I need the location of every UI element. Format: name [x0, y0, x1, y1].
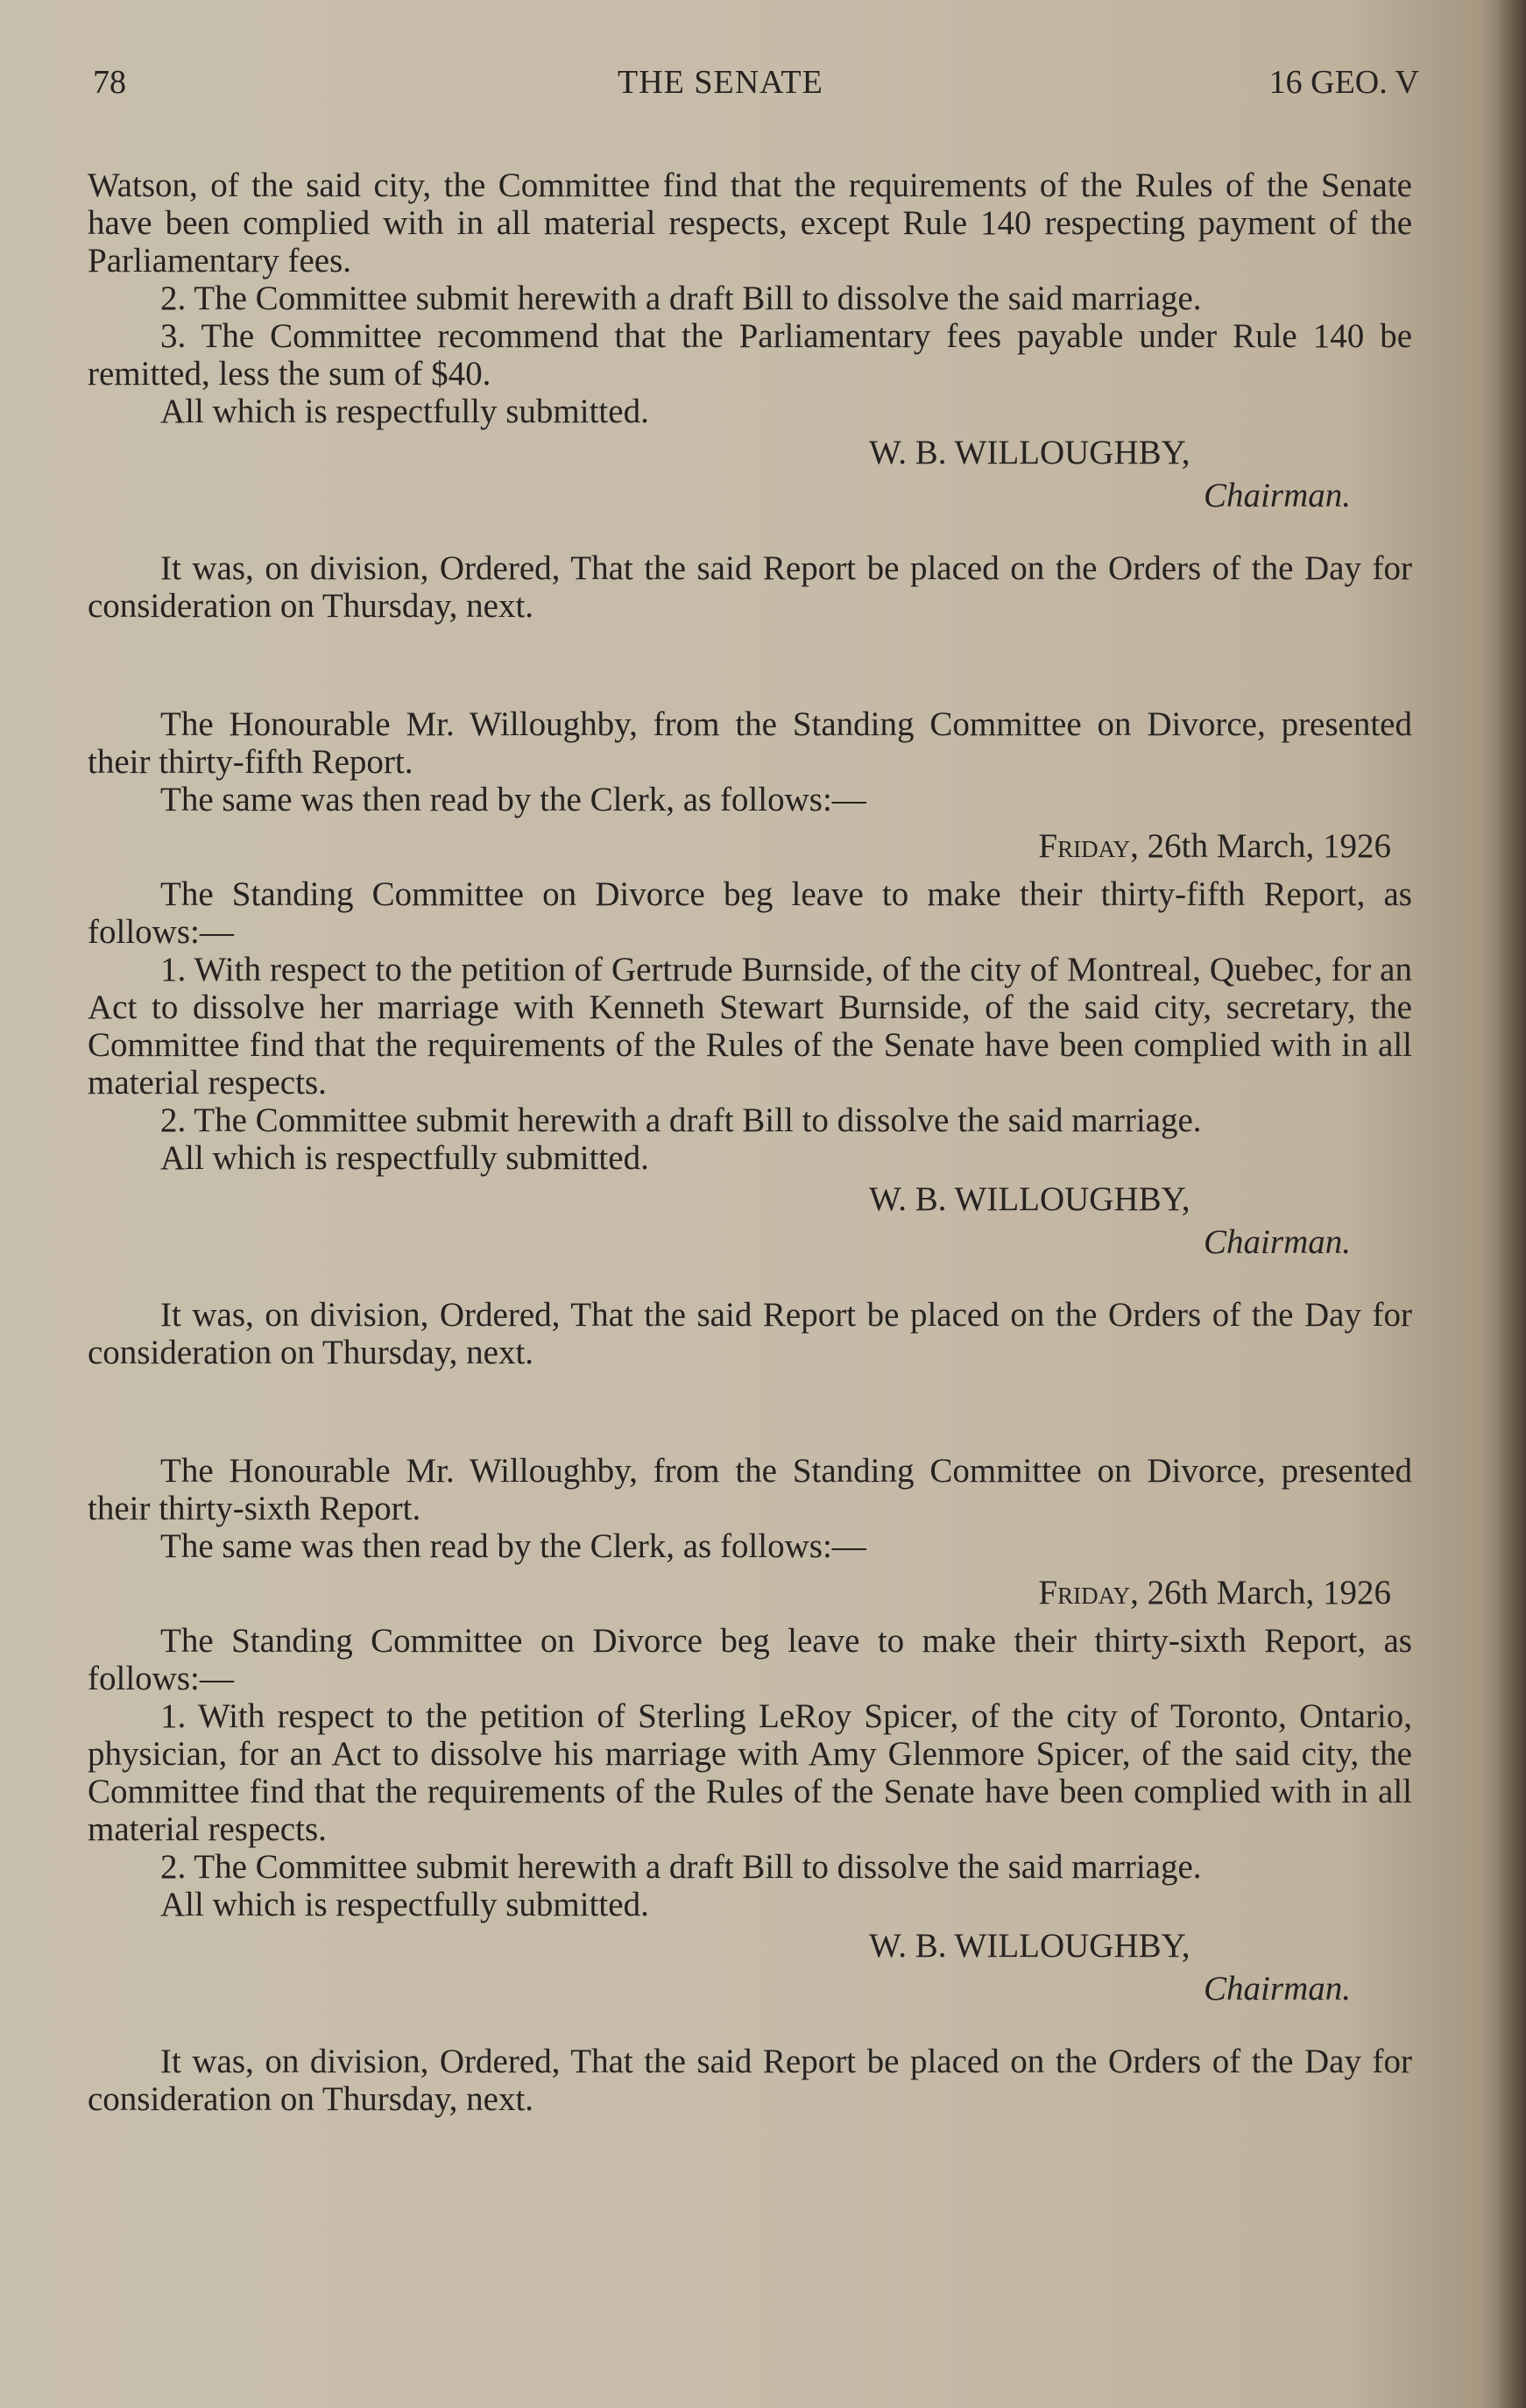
paragraph: 2. The Committee submit herewith a draft Bill to dissolve the said marriage. — [160, 1848, 1202, 1886]
running-title: THE SENATE — [618, 64, 823, 101]
paragraph: 3. The Committee recommend that the Parliamentary fees payable under Rule 140 be remitted, less the sum of $40. — [88, 317, 1412, 393]
signature: W. B. WILLOUGHBY, — [869, 1180, 1190, 1218]
page-body — [88, 166, 1412, 2118]
thirty-sixth-report — [88, 1452, 1412, 2118]
thirty-fifth-report — [88, 705, 1412, 1371]
book-spine-shadow — [1500, 0, 1526, 2408]
paragraph: The Honourable Mr. Willoughby, from the Standing Committee on Divorce, presented their thirty-fifth Report. — [88, 705, 1412, 781]
closing-line: All which is respectfully submitted. — [160, 1139, 649, 1177]
paragraph: The same was then read by the Clerk, as follows:— — [160, 1527, 866, 1565]
signature-title: Chairman. — [1204, 1970, 1351, 2008]
page-header — [88, 63, 1419, 107]
order-paragraph: It was, on division, Ordered, That the said Report be placed on the Orders of the Day for consideration on Thursday, next. — [88, 2043, 1412, 2118]
report-continuation — [88, 166, 1412, 625]
paragraph: Watson, of the said city, the Committee find that the requirements of the Rules of the Senate have been complied with in all material respects, except Rule 140 respecting payment of the Parliamentary fees. — [88, 166, 1412, 280]
order-paragraph: It was, on division, Ordered, That the said Report be placed on the Orders of the Day for consideration on Thursday, next. — [88, 549, 1412, 625]
signature-title: Chairman. — [1204, 477, 1351, 514]
paragraph: 1. With respect to the petition of Gertrude Burnside, of the city of Montreal, Quebec, for an Act to dissolve her marriage with Kenneth Stewart Burnside, of the said city, secretary, the Committee find that the requirements of the Rules of the Senate have been complied with in all material respects. — [88, 951, 1412, 1101]
session-label: 16 GEO. V — [1268, 64, 1419, 101]
paragraph: The Standing Committee on Divorce beg leave to make their thirty-fifth Report, as follows:— — [88, 875, 1412, 951]
report-date: Friday, 26th March, 1926 — [1038, 1574, 1391, 1611]
paragraph: The Honourable Mr. Willoughby, from the Standing Committee on Divorce, presented their thirty-sixth Report. — [88, 1452, 1412, 1527]
paragraph: The Standing Committee on Divorce beg leave to make their thirty-sixth Report, as follows:— — [88, 1622, 1412, 1697]
order-paragraph: It was, on division, Ordered, That the said Report be placed on the Orders of the Day for consideration on Thursday, next. — [88, 1296, 1412, 1371]
paragraph: 1. With respect to the petition of Sterling LeRoy Spicer, of the city of Toronto, Ontario, physician, for an Act to dissolve his marriage with Amy Glenmore Spicer, of the said city, the Committee find that the requirements of the Rules of the Senate have been complied with in all material respects. — [88, 1697, 1412, 1848]
paragraph: 2. The Committee submit herewith a draft Bill to dissolve the said marriage. — [160, 1101, 1202, 1139]
report-date: Friday, 26th March, 1926 — [1038, 827, 1391, 865]
closing-line: All which is respectfully submitted. — [160, 393, 649, 430]
paragraph: The same was then read by the Clerk, as follows:— — [160, 781, 866, 818]
signature: W. B. WILLOUGHBY, — [869, 1927, 1190, 1965]
paragraph: 2. The Committee submit herewith a draft Bill to dissolve the said marriage. — [160, 280, 1202, 317]
page-number: 78 — [93, 64, 126, 101]
signature: W. B. WILLOUGHBY, — [869, 434, 1190, 471]
signature-title: Chairman. — [1204, 1223, 1351, 1261]
closing-line: All which is respectfully submitted. — [160, 1886, 649, 1923]
